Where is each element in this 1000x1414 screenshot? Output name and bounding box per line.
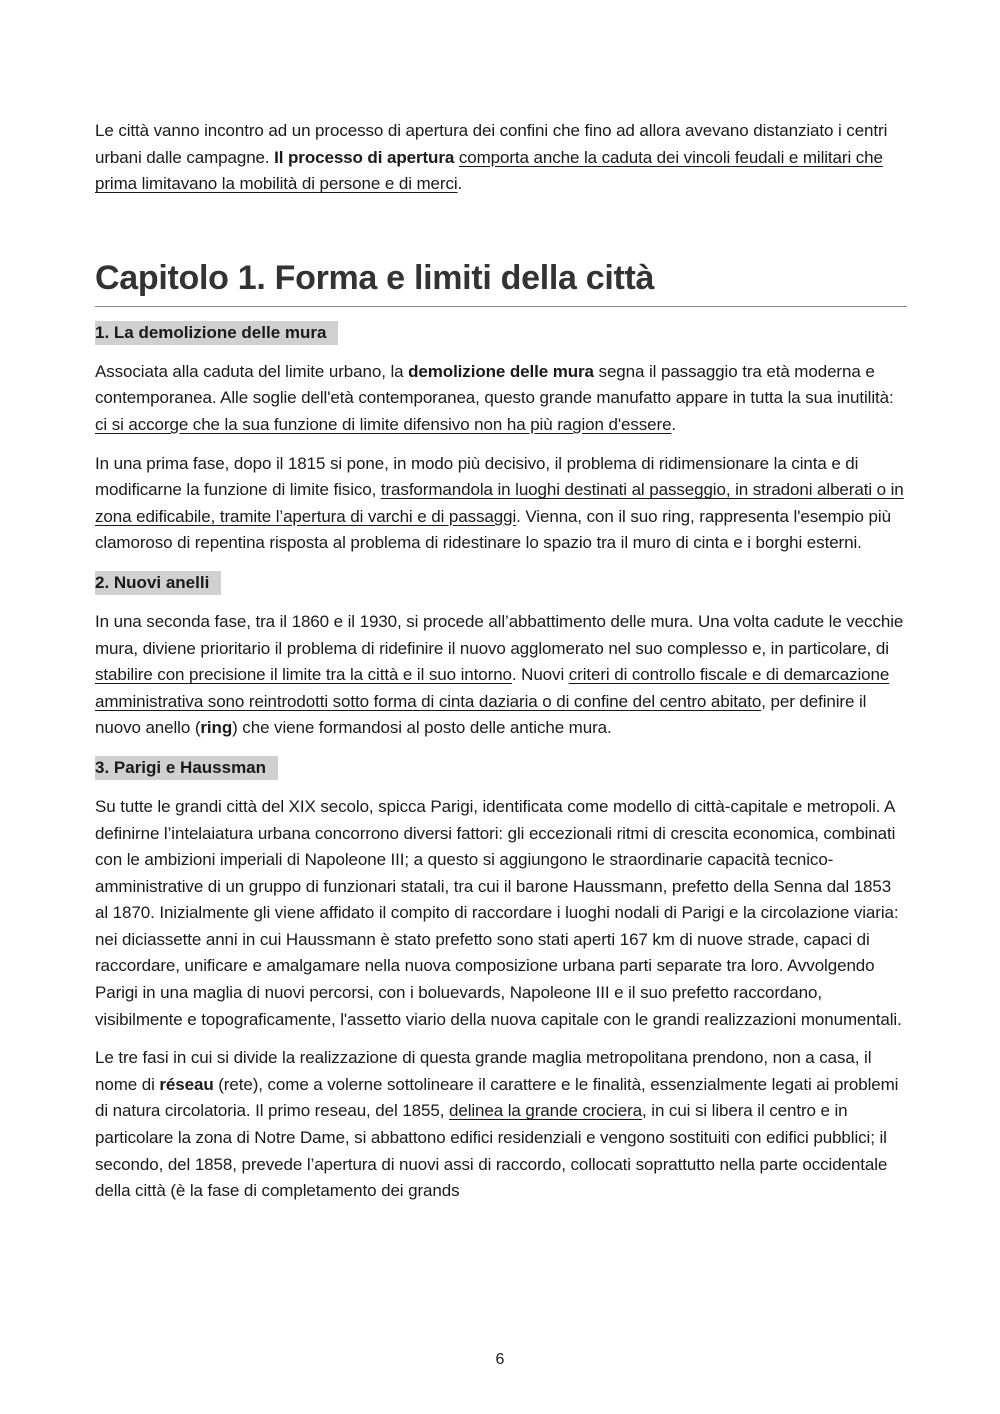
chapter-title: Capitolo 1. Forma e limiti della città bbox=[95, 256, 907, 307]
text-run: Associata alla caduta del limite urbano, la bbox=[95, 361, 409, 381]
text-run: . Vienna, con il suo ring, rappresenta l'esempio più clamoroso di repentina risposta al problema di ridestinare lo spazio tra il muro di cinta e i borghi esterni. bbox=[95, 506, 891, 553]
text-run: . bbox=[671, 414, 677, 434]
text-run: In una prima fase, dopo il 1815 si pone, in modo più decisivo, il problema di ridimensionare la cinta e di modificarne la funzione di limite fisico, bbox=[95, 453, 859, 500]
section-3-paragraph-2 bbox=[95, 1045, 907, 1205]
text-run: , per definire il nuovo anello ( bbox=[95, 691, 867, 738]
underlined-text: stabilire con precisione il limite tra la città e il suo intorno bbox=[95, 665, 512, 685]
underlined-text: criteri di controllo fiscale e di demarcazione amministrativa sono reintrodotti sotto forma di cinta daziaria o di confine del centro abitato bbox=[95, 665, 890, 711]
underlined-text: trasformandola in luoghi destinati al passeggio, in stradoni alberati o in zona edificabile, tramite l’apertura di varchi e di passaggi bbox=[95, 480, 904, 526]
section-3-paragraph-1: Su tutte le grandi città del XIX secolo, spicca Parigi, identificata come modello di città-capitale e metropoli. A definirne l’intelaiatura urbana concorrono diversi fattori: gli eccezionali ritmi di crescita economica, combinati con le ambizioni imperiali di Napoleone III; a questo si aggiungono le straordinarie capacità tecnico-amministrative di un gruppo di funzionari statali, tra cui il barone Haussmann, prefetto della Senna dal 1853 al 1870. Inizialmente gli viene affidato il compito di raccordare i luoghi nodali di Parigi e la circolazione viaria: nei diciassette anni in cui Haussmann è stato prefetto sono stati aperti 167 km di nuove strade, capaci di raccordare, unificare e amalgamare nella nuova composizione urbana parti separate tra loro. Avvolgendo Parigi in una maglia di nuovi percorsi, con i boluevards, Napoleone III e il suo prefetto raccordano, visibilmente e topograficamente, l'assetto viario della nuova capitale con le grandi realizzazioni monumentali. bbox=[95, 796, 902, 1029]
text-run: Le città vanno incontro ad un processo di apertura dei confini che fino ad allora avevano distanziato i centri urbani dalle campagne. bbox=[95, 121, 888, 167]
text-run: In una seconda fase, tra il 1860 e il 1930, si procede all’abbattimento delle mura. Una volta cadute le vecchie mura, diviene prioritario il problema di ridefinire il nuovo agglomerato nel suo complesso e, in particolare, di bbox=[95, 611, 904, 658]
section-1-paragraph-1 bbox=[95, 359, 907, 439]
bold-text: ring bbox=[200, 718, 233, 738]
text-run: . Nuovi bbox=[511, 665, 569, 685]
text-run: , in cui si libera il centro e in particolare la zona di Notre Dame, si abbattono edifici residenziali e vengono sostituiti con edifici pubblici; il secondo, del 1858, prevede l’apertura di nuovi assi di raccordo, collocati soprattutto nella parte occidentale della città (è la fase di completamento dei grands bbox=[95, 1101, 888, 1201]
document-page bbox=[95, 118, 907, 1217]
bold-text: demolizione delle mura bbox=[408, 361, 594, 381]
bold-text: Il processo di apertura bbox=[274, 147, 455, 167]
section-1-paragraph-2 bbox=[95, 451, 907, 557]
text-run: Le tre fasi in cui si divide la realizzazione di questa grande maglia metropolitana prendono, non a casa, il nome di bbox=[95, 1048, 872, 1094]
page-number: 6 bbox=[495, 1351, 505, 1368]
text-run: ) che viene formandosi al posto delle antiche mura. bbox=[232, 718, 612, 738]
bold-text: réseau bbox=[159, 1074, 214, 1094]
underlined-text: ci si accorge che la sua funzione di limite difensivo non ha più ragion d'essere bbox=[95, 414, 672, 434]
underlined-text: comporta anche la caduta dei vincoli feudali e militari che prima limitavano la mobilità di persone e di merci bbox=[95, 147, 883, 194]
text-run: . bbox=[457, 174, 463, 194]
underlined-text: delinea la grande crociera bbox=[448, 1101, 643, 1121]
section-2-paragraph-1 bbox=[95, 609, 907, 742]
section-heading-3: 3. Parigi e Haussman bbox=[95, 756, 278, 780]
text-run: (rete), come a volerne sottolineare il carattere e le finalità, essenzialmente legati ai problemi di natura circolatoria. Il primo reseau, del 1855, bbox=[95, 1074, 899, 1121]
text-run: segna il passaggio tra età moderna e contemporanea. Alle soglie dell'età contemporanea, questo grande manufatto appare in tutta la sua inutilità: bbox=[95, 361, 894, 408]
section-heading-2: 2. Nuovi anelli bbox=[95, 571, 221, 595]
intro-paragraph bbox=[95, 118, 907, 198]
section-heading-1: 1. La demolizione delle mura bbox=[95, 321, 338, 345]
